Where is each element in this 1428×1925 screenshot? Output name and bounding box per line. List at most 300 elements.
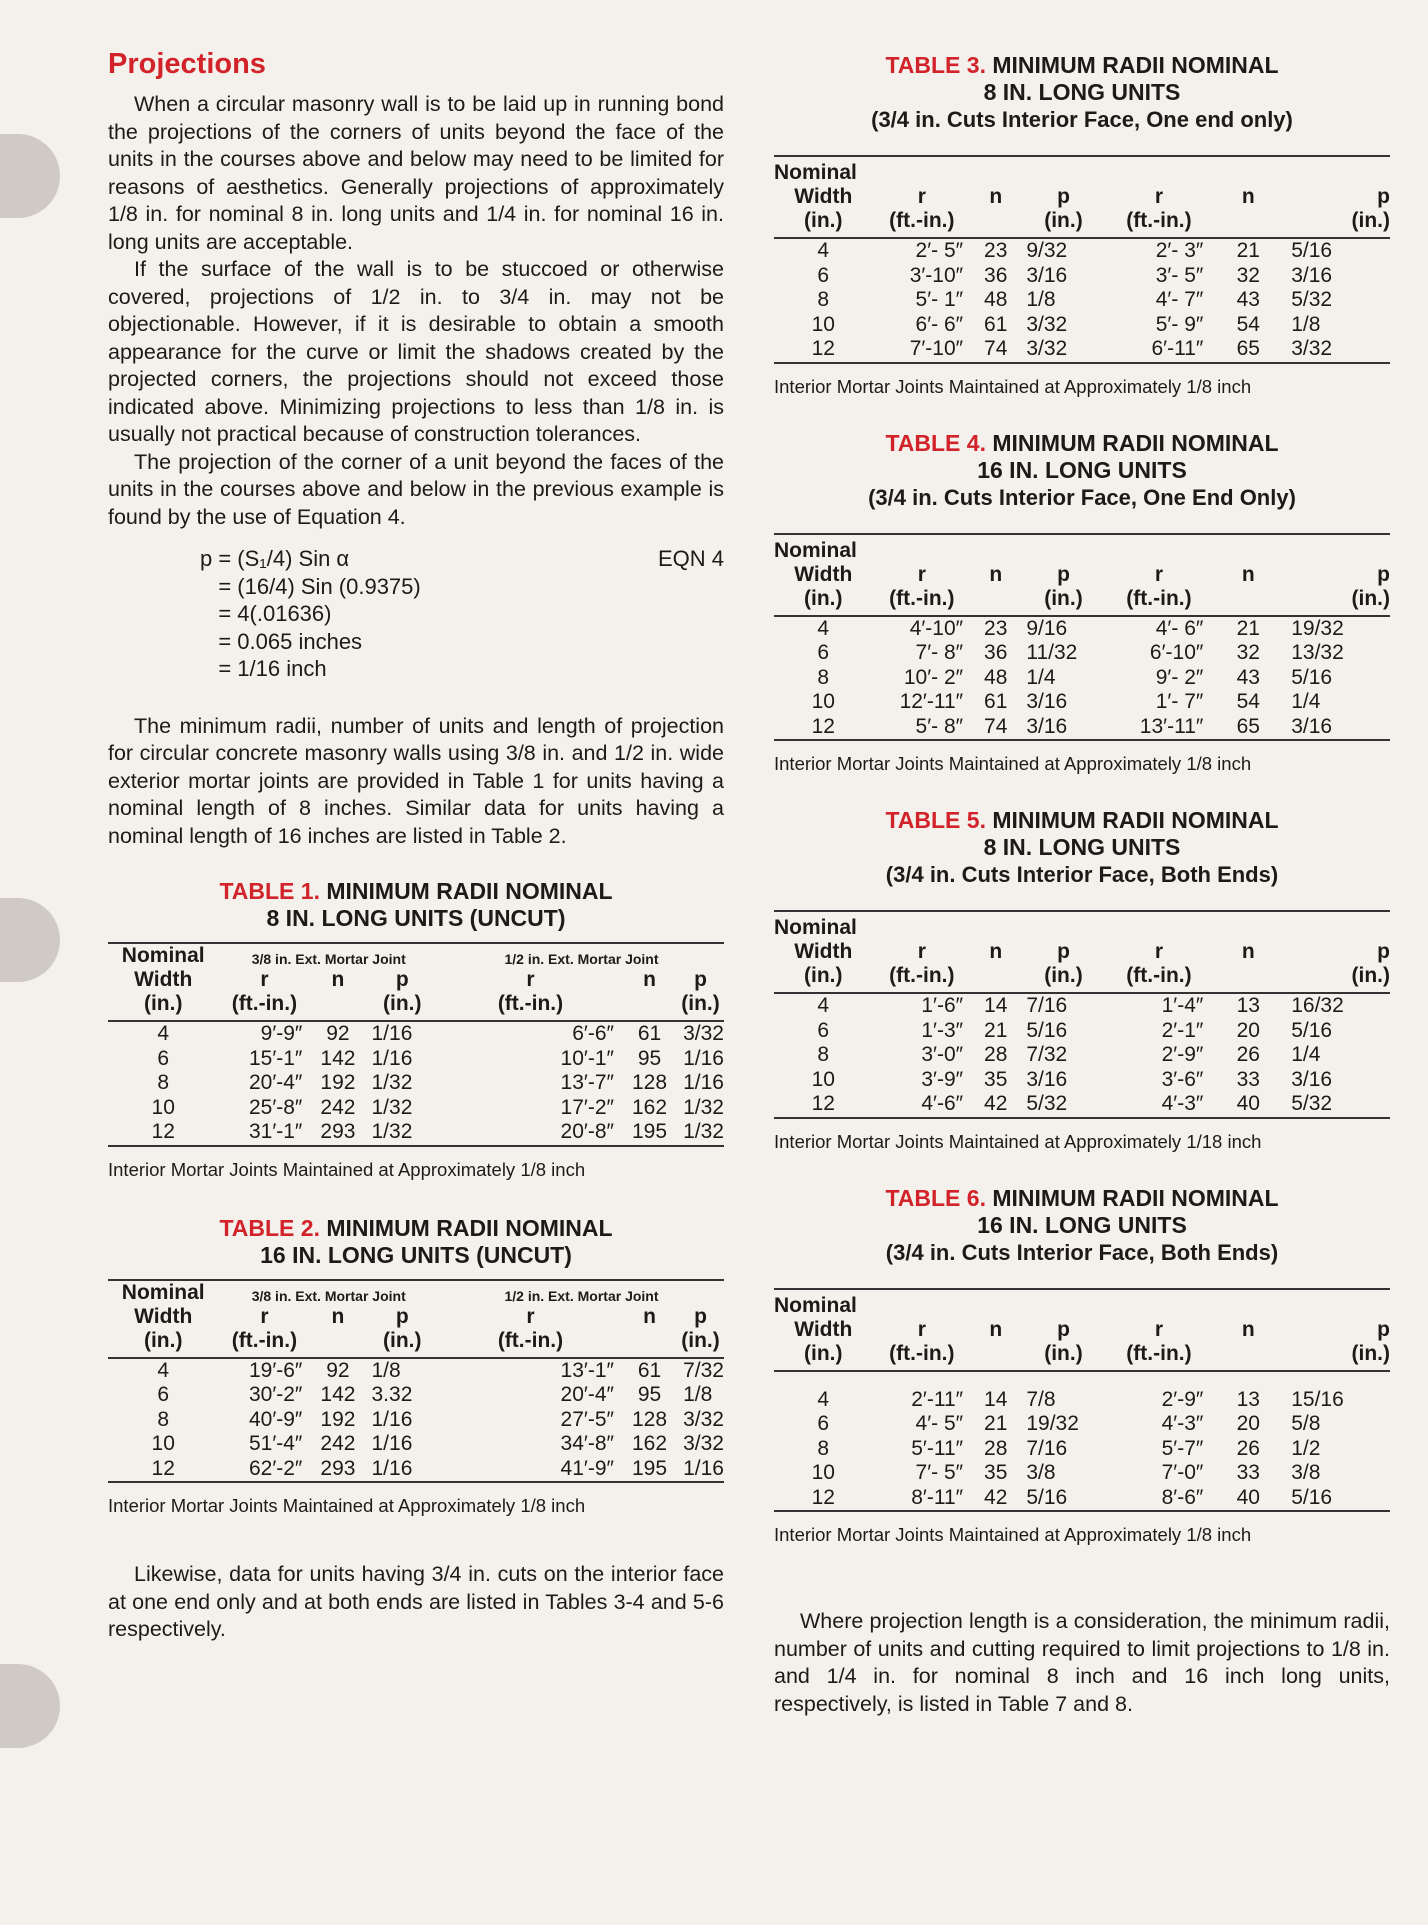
table-cell: 3/32 [683, 1432, 724, 1455]
col-header: p [694, 1304, 707, 1328]
table-row [774, 288, 1390, 313]
table-subtitle: (3/4 in. Cuts Interior Face, Both Ends) [885, 862, 1279, 887]
table-number: TABLE 1. [219, 878, 320, 904]
col-header: Width [794, 185, 853, 208]
table-note: Interior Mortar Joints Maintained at Approximately 1/18 inch [774, 1130, 1262, 1152]
table-cell: 35 [984, 1067, 1008, 1091]
data-table [774, 910, 1390, 1119]
table-cell: 293 [310, 1457, 365, 1483]
table-row [108, 1021, 724, 1047]
table-cell: 7′-0″ [1161, 1461, 1204, 1484]
table-cell: 40 [1211, 1092, 1285, 1118]
table-number: TABLE 3. [885, 52, 986, 78]
col-header: (in.) [774, 587, 873, 616]
table-cell: 40′-9″ [248, 1407, 303, 1431]
table-cell: 6 [157, 1046, 170, 1070]
col-header [1211, 964, 1285, 993]
table-cell: 27′-5″ [560, 1407, 614, 1431]
table-title-line: 8 IN. LONG UNITS [983, 834, 1181, 860]
table-cell: 3′- 5″ [1155, 263, 1204, 287]
table-cell: 1/32 [677, 1120, 724, 1146]
equation-4 [200, 545, 724, 683]
table-cell: 10 [811, 690, 835, 713]
table-cell: 3/8 [1026, 1461, 1056, 1484]
table-cell: 3/16 [1026, 690, 1068, 713]
table-row [774, 690, 1390, 715]
col-header: p [1377, 940, 1390, 963]
table-cell: 3/16 [1026, 1067, 1068, 1091]
col-header: r [917, 1317, 926, 1341]
table-2 [108, 1215, 724, 1518]
table-cell: 33 [1236, 1067, 1260, 1091]
table-cell: 74 [971, 337, 1020, 363]
col-header: n [989, 562, 1003, 586]
table-cell: 62′-2″ [218, 1457, 310, 1483]
col-header [1211, 1342, 1285, 1371]
table-cell: 33 [1236, 1461, 1260, 1484]
table-row [774, 715, 1390, 741]
col-header: n [989, 940, 1003, 963]
col-header: n [1241, 562, 1255, 586]
table-cell: 6′- 6″ [915, 312, 964, 336]
table-row [774, 337, 1390, 363]
col-header: n [989, 1317, 1003, 1341]
table-cell: 1/16 [366, 1457, 440, 1483]
data-table [108, 1279, 724, 1484]
col-header: (in.) [1020, 209, 1106, 238]
equation-line: = 1/16 inch [200, 656, 327, 681]
col-header: (in.) [1285, 587, 1390, 616]
table-cell: 13 [1236, 994, 1260, 1017]
table-cell: 4 [817, 616, 830, 640]
table-cell: 6 [817, 641, 830, 664]
table-row [774, 641, 1390, 666]
table-cell: 1/16 [371, 1407, 413, 1431]
right-column [774, 52, 1390, 1718]
table-cell: 5/16 [1285, 1486, 1390, 1512]
table-cell: 1′- 7″ [1155, 690, 1204, 713]
table-cell: 195 [622, 1120, 677, 1146]
col-header: (in.) [677, 992, 724, 1021]
table-cell: 1/16 [371, 1022, 413, 1045]
table-cell: 6′-10″ [1149, 641, 1204, 664]
col-header: Nominal [774, 156, 873, 185]
table-cell: 9/32 [1026, 239, 1068, 262]
section-heading: Projections [108, 48, 266, 80]
table-cell: 12 [774, 1486, 873, 1512]
col-header: r [260, 968, 269, 991]
table-cell: 6 [817, 1412, 830, 1435]
table-title [774, 52, 1390, 133]
table-cell: 8 [157, 1071, 170, 1094]
table-title-line: 16 IN. LONG UNITS [977, 1211, 1187, 1238]
binder-hole [0, 134, 60, 218]
table-cell: 162 [631, 1432, 668, 1455]
table-cell: 8′-11″ [873, 1486, 972, 1512]
table-cell: 23 [984, 616, 1008, 640]
table-cell: 1/32 [683, 1095, 724, 1119]
table-cell: 61 [637, 1358, 662, 1382]
col-header: p [1057, 1317, 1070, 1341]
table-cell: 15′-1″ [248, 1046, 303, 1070]
table-cell: 7/32 [1026, 1043, 1068, 1066]
table-cell: 19/32 [1026, 1412, 1079, 1435]
table-cell: 195 [622, 1457, 677, 1483]
table-cell: 10 [811, 1067, 835, 1091]
table-row [774, 1461, 1390, 1486]
table-row [774, 666, 1390, 691]
col-header: r [1154, 185, 1164, 208]
table-cell: 42 [971, 1092, 1020, 1118]
table-cell: 48 [984, 288, 1008, 311]
col-header: n [331, 1304, 345, 1328]
table-cell: 1′-6″ [921, 994, 964, 1017]
table-title-line: MINIMUM RADII NOMINAL [992, 52, 1279, 78]
data-table [108, 942, 724, 1147]
col-header: Width [134, 968, 193, 991]
table-cell: 3/16 [1020, 715, 1106, 741]
table-cell: 28 [984, 1043, 1008, 1066]
table-cell: 11/32 [1026, 641, 1078, 664]
table-cell: 26 [1236, 1436, 1260, 1460]
table-cell: 12 [774, 1092, 873, 1118]
equation-line: = (16/4) Sin (0.9375) [200, 573, 421, 599]
table-cell: 5/16 [1291, 665, 1333, 689]
table-cell: 7/8 [1026, 1387, 1056, 1411]
data-table [774, 155, 1390, 364]
table-cell: 293 [310, 1120, 365, 1146]
table-number: TABLE 5. [885, 807, 986, 833]
table-cell: 6′-11″ [1107, 337, 1212, 363]
table-cell: 5/16 [1020, 1486, 1106, 1512]
table-title-line: 16 IN. LONG UNITS (UNCUT) [260, 1241, 572, 1268]
table-cell: 3/32 [683, 1407, 724, 1431]
table-row [108, 1120, 724, 1146]
table-cell: 92 [326, 1358, 350, 1382]
table-cell: 8 [157, 1407, 170, 1431]
table-row [774, 1019, 1390, 1044]
table-cell: 19′-6″ [248, 1358, 303, 1382]
col-header: r [917, 940, 926, 963]
table-cell: 26 [1236, 1043, 1260, 1066]
table-title-line: MINIMUM RADII NOMINAL [326, 1214, 613, 1241]
col-header [1211, 587, 1285, 616]
col-header: p [395, 1304, 409, 1328]
col-header: Nominal [108, 943, 218, 968]
table-cell: 61 [637, 1022, 662, 1045]
col-header: Nominal [108, 1280, 218, 1305]
col-header: (in.) [677, 1329, 724, 1358]
table-cell: 2′- 5″ [915, 239, 964, 262]
col-header: (in.) [1285, 209, 1390, 238]
binder-hole [0, 898, 60, 982]
col-header: p [395, 968, 409, 991]
col-header: Nominal [774, 534, 873, 563]
table-note: Interior Mortar Joints Maintained at Approximately 1/8 inch [108, 1158, 586, 1180]
col-header: p [1057, 940, 1070, 963]
table-row [774, 1437, 1390, 1462]
table-cell: 3.32 [371, 1383, 413, 1406]
table-cell: 14 [984, 994, 1008, 1017]
group-header: 3/8 in. Ext. Mortar Joint [218, 943, 439, 968]
table-cell: 21 [1236, 239, 1260, 262]
table-cell: 54 [1236, 690, 1260, 713]
col-header: (in.) [1285, 964, 1390, 993]
col-header: (in.) [774, 1342, 873, 1371]
col-header: Width [794, 940, 853, 963]
table-cell: 8 [817, 288, 830, 311]
table-cell: 5/16 [1026, 1018, 1068, 1042]
table-title-line: 8 IN. LONG UNITS (UNCUT) [266, 905, 566, 931]
table-cell: 7′- 5″ [915, 1461, 964, 1484]
table-cell: 3′-6″ [1161, 1067, 1204, 1091]
col-header: (in.) [366, 1329, 440, 1358]
table-cell: 5/16 [1291, 239, 1333, 262]
col-header: p [1057, 185, 1070, 208]
table-cell: 21 [984, 1018, 1008, 1042]
table-cell: 2′- 3″ [1155, 239, 1204, 262]
table-row [774, 238, 1390, 264]
binder-hole [0, 1664, 60, 1748]
col-header: Width [794, 562, 853, 586]
table-row [774, 313, 1390, 338]
table-cell: 5′-11″ [911, 1436, 964, 1460]
table-cell: 1/32 [366, 1120, 440, 1146]
col-header: (ft.-in.) [873, 1342, 972, 1371]
table-cell: 21 [984, 1412, 1008, 1435]
table-row [108, 1047, 724, 1072]
col-header: Nominal [774, 1289, 873, 1318]
col-header: (in.) [108, 992, 218, 1021]
table-cell: 6 [817, 263, 830, 287]
table-title-line: MINIMUM RADII NOMINAL [992, 429, 1279, 456]
col-header: (in.) [1285, 1342, 1390, 1371]
table-cell: 10′-1″ [560, 1046, 614, 1070]
col-header: p [1377, 562, 1390, 586]
table-cell: 242 [320, 1432, 356, 1455]
table-note: Interior Mortar Joints Maintained at Approximately 1/8 inch [774, 753, 1252, 774]
table-cell: 15/16 [1291, 1387, 1344, 1411]
table-cell: 5/16 [1291, 1018, 1333, 1042]
data-table [774, 533, 1390, 742]
table-title-line: 8 IN. LONG UNITS [983, 79, 1181, 105]
col-header [310, 992, 365, 1021]
col-header: (ft.-in.) [1107, 587, 1212, 616]
col-header: p [694, 968, 707, 991]
table-cell: 3/16 [1291, 263, 1333, 287]
table-cell: 9′-9″ [260, 1022, 303, 1045]
table-cell: 1/16 [371, 1432, 413, 1455]
table-cell: 5/32 [1291, 288, 1333, 311]
table-cell: 162 [631, 1095, 668, 1119]
table-cell: 95 [637, 1383, 662, 1406]
col-header [310, 1329, 365, 1358]
col-header: r [1154, 1317, 1164, 1341]
table-cell: 1/8 [683, 1383, 713, 1406]
table-number: TABLE 6. [885, 1184, 986, 1211]
table-cell: 42 [971, 1486, 1020, 1512]
col-header [971, 964, 1020, 993]
paragraph-end: Where projection length is a consideration, the minimum radii, number of units and cutting required to limit projections to 1/8 in. and 1/4 in. for nominal 8 inch and 16 inch long units, respectively, is listed in Table 7 and 8. [774, 1609, 1390, 1716]
table-row [774, 1092, 1390, 1118]
table-cell: 7/32 [683, 1358, 724, 1382]
table-cell: 20 [1236, 1412, 1260, 1435]
left-column [108, 48, 724, 1644]
table-cell: 43 [1236, 665, 1260, 689]
col-header: (in.) [1020, 587, 1106, 616]
col-header: r [526, 968, 535, 991]
table-cell: 10 [811, 1461, 835, 1484]
col-header: n [1241, 185, 1255, 208]
table-cell: 3′-9″ [921, 1067, 964, 1091]
col-header [971, 1342, 1020, 1371]
table-cell: 10 [811, 312, 835, 336]
table-title [774, 1185, 1390, 1266]
col-header: n [1241, 940, 1255, 963]
table-title [108, 878, 724, 932]
col-header: (ft.-in.) [1107, 209, 1212, 238]
table-row [108, 1096, 724, 1121]
col-header: (ft.-in.) [439, 992, 622, 1021]
table-subtitle: (3/4 in. Cuts Interior Face, Both Ends) [885, 1239, 1279, 1265]
table-cell: 2′-9″ [1161, 1043, 1204, 1066]
table-cell: 17′-2″ [560, 1095, 614, 1119]
col-header: (ft.-in.) [873, 587, 972, 616]
table-cell: 1′-3″ [921, 1018, 964, 1042]
table-cell: 1/4 [1291, 1043, 1321, 1066]
table-1 [108, 878, 724, 1181]
table-cell: 95 [637, 1046, 662, 1070]
table-cell: 8′-6″ [1107, 1486, 1212, 1512]
col-header [971, 587, 1020, 616]
table-note: Interior Mortar Joints Maintained at Approximately 1/8 inch [774, 375, 1252, 397]
table-row [108, 1071, 724, 1096]
table-cell: 12 [108, 1457, 218, 1483]
table-row [774, 1043, 1390, 1068]
table-cell: 8 [817, 665, 830, 689]
table-cell: 6′-6″ [572, 1022, 614, 1045]
table-cell: 1/8 [1291, 312, 1321, 336]
table-cell: 1/32 [371, 1095, 413, 1119]
table-cell: 4′- 6″ [1155, 616, 1204, 640]
table-row [108, 1432, 724, 1457]
col-header: p [1377, 1317, 1390, 1341]
table-cell: 14 [984, 1387, 1008, 1411]
table-cell: 41′-9″ [439, 1457, 622, 1483]
col-header: (in.) [1020, 964, 1106, 993]
paragraph-3: The projection of the corner of a unit beyond the faces of the units in the courses above and below in the previous example is found by the use of Equation 4. [108, 449, 724, 529]
table-title [774, 807, 1390, 888]
table-cell: 3/32 [1285, 337, 1390, 363]
col-header: Width [134, 1304, 193, 1328]
table-cell: 13′-7″ [560, 1071, 614, 1094]
paragraph-1: When a circular masonry wall is to be laid up in running bond the projections of the corners of units beyond the face of the units in the courses above and below may need to be limited for reasons of aesthetics. Generally projections of approximately 1/8 in. for nominal 8 in. long units and 1/4 in. for nominal 16 in. long units are acceptable. [108, 92, 724, 254]
table-row [774, 616, 1390, 642]
table-cell: 1/16 [683, 1071, 724, 1094]
table-cell: 6 [157, 1383, 170, 1406]
table-number: TABLE 2. [219, 1214, 320, 1241]
col-header: (in.) [774, 209, 873, 238]
table-cell: 16/32 [1291, 994, 1344, 1017]
table-cell: 2′-9″ [1161, 1387, 1204, 1411]
table-cell: 3/8 [1291, 1461, 1321, 1484]
table-cell: 1/8 [1026, 288, 1056, 311]
table-cell: 32 [1236, 263, 1260, 287]
table-cell: 28 [984, 1436, 1008, 1460]
group-header: 1/2 in. Ext. Mortar Joint [439, 943, 724, 968]
table-cell: 10 [151, 1432, 175, 1455]
table-cell: 9/16 [1026, 616, 1068, 640]
table-cell: 128 [631, 1407, 668, 1431]
table-cell: 3′-10″ [909, 263, 964, 287]
paragraph-5: Likewise, data for units having 3/4 in. cuts on the interior face at one end only and at both ends are listed in Tables 3-4 and 5-6 respectively. [108, 1562, 724, 1641]
col-header: n [643, 1304, 656, 1328]
col-header: n [331, 968, 345, 991]
group-header: 3/8 in. Ext. Mortar Joint [218, 1280, 439, 1305]
table-cell: 92 [326, 1022, 350, 1045]
table-cell: 4 [817, 1387, 830, 1411]
table-cell: 5/8 [1291, 1412, 1321, 1435]
table-number: TABLE 4. [885, 429, 986, 456]
col-header: Nominal [774, 911, 873, 940]
table-cell: 13/32 [1291, 641, 1344, 664]
table-cell: 4′- 5″ [915, 1412, 964, 1435]
table-cell: 1/16 [371, 1046, 413, 1070]
data-table [774, 1288, 1390, 1513]
table-cell: 7′-10″ [873, 337, 972, 363]
equation-line: p = (S₁/4) Sin α [200, 546, 350, 571]
col-header: r [1154, 940, 1164, 963]
table-row [774, 1068, 1390, 1093]
table-cell: 51′-4″ [248, 1432, 303, 1455]
table-cell: 3/16 [1285, 715, 1390, 741]
col-header: p [1377, 185, 1390, 208]
col-header: r [917, 185, 926, 208]
table-cell: 5′- 1″ [915, 288, 964, 311]
table-cell: 242 [320, 1095, 356, 1119]
col-header: (ft.-in.) [873, 209, 972, 238]
table-cell: 3′-0″ [921, 1043, 964, 1066]
table-row [774, 993, 1390, 1019]
table-cell: 13 [1236, 1387, 1260, 1411]
table-cell: 19/32 [1291, 616, 1344, 640]
col-header: Width [794, 1317, 853, 1341]
table-3 [774, 52, 1390, 398]
table-cell: 43 [1236, 288, 1260, 311]
table-5 [774, 807, 1390, 1153]
table-cell: 61 [984, 312, 1008, 336]
col-header: p [1057, 562, 1070, 586]
table-cell: 13′-11″ [1107, 715, 1212, 741]
paragraph-2: If the surface of the wall is to be stuccoed or otherwise covered, projections of 1/2 in. to 3/4 in. may not be objectionable. However, if it is desirable to obtain a smooth appearance for the curve or limit the shadows created by the projected corners, the projections should not exceed those indicated above. Minimizing projections to less than 1/8 in. is usually not practical because of construction tolerances. [108, 257, 724, 446]
table-cell: 3/32 [1020, 337, 1106, 363]
table-cell: 12′-11″ [899, 690, 964, 713]
table-cell: 1/32 [371, 1071, 413, 1094]
table-cell: 35 [984, 1461, 1008, 1484]
col-header: (ft.-in.) [439, 1329, 622, 1358]
table-cell: 5′- 8″ [873, 715, 972, 741]
table-cell: 3/16 [1026, 263, 1068, 287]
table-cell: 3/32 [683, 1022, 724, 1045]
table-cell: 3/32 [1026, 312, 1068, 336]
table-cell: 1/8 [371, 1358, 401, 1382]
table-cell: 61 [984, 690, 1008, 713]
table-cell: 8 [817, 1436, 830, 1460]
table-note: Interior Mortar Joints Maintained at Approximately 1/8 inch [774, 1524, 1252, 1545]
table-row [774, 264, 1390, 289]
table-cell: 2′-11″ [911, 1387, 964, 1411]
table-cell: 1/16 [677, 1457, 724, 1483]
